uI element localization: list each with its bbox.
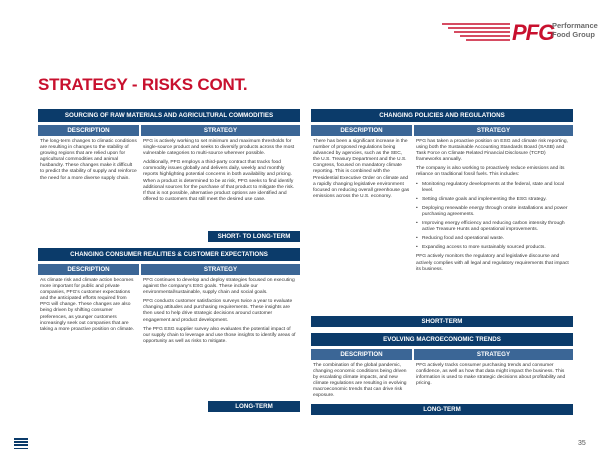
description-paragraph: As climate risk and climate action becomes more important for public and private companies, PFG's customer expectations and the anticipated efforts required from PFG will change. These changes are also being driven by shifting consumer preferences, as younger customers increasingly seek out companies that are taking a more proactive position on climate. bbox=[40, 278, 135, 332]
strategy-paragraph: PFG continues to develop and deploy strategies focused on executing against the company's ESG goals. These include our environmental/sustainable, supply chain and social goals. bbox=[143, 278, 295, 296]
strategy-paragraph: Additionally, PFG employs a third-party contract that tracks food commodity issues globally and delivers daily, weekly and monthly reports highlighting potential concerns in both availability and pricing. When a product is determined to be at risk, PFG seeks to find identify additional sources for the purchase of that product to mitigate the risk. If that is not possible, alternative product options are identified and offered to customers that still meet the desired use case. bbox=[143, 160, 295, 202]
panel-header: CHANGING CONSUMER REALITIES & CUSTOMER EXPECTATIONS bbox=[38, 248, 300, 261]
list-item: • Reducing food and operational waste. bbox=[416, 236, 571, 242]
page-title: STRATEGY - RISKS CONT. bbox=[38, 75, 248, 94]
description-header: DESCRIPTION bbox=[311, 125, 412, 136]
logo-sub-line2: Food Group bbox=[552, 30, 595, 39]
strategy-text bbox=[141, 275, 300, 345]
strategy-paragraph: PFG actively tracks consumer purchasing trends and consumer confidence, as well as how that data might impact the business. This information is used to make strategic decisions about profitability and pricing. bbox=[416, 363, 566, 387]
list-item: • Deploying renewable energy through onsite installations and power purchasing agreements. bbox=[416, 206, 571, 218]
logo-wordmark: PFG bbox=[512, 20, 555, 45]
panel-header: EVOLVING MACROECONOMIC TRENDS bbox=[311, 333, 573, 346]
description-header: DESCRIPTION bbox=[311, 349, 412, 360]
panel-policy bbox=[311, 109, 573, 276]
list-item: • Monitoring regulatory developments at the federal, state and local level. bbox=[416, 182, 571, 194]
strategy-text bbox=[141, 136, 300, 203]
panel-footer-term: SHORT- TO LONG-TERM bbox=[208, 231, 300, 242]
strategy-header: STRATEGY bbox=[141, 264, 300, 275]
description-paragraph: The long-term changes to climatic conditions are resulting in changes to the stability of growing regions that are relied upon for agricultural commodities and animal husbandry. These changes make it difficult to predict the stability of supply and reinforce the need for a more diverse supply chain. bbox=[40, 139, 137, 181]
description-text bbox=[38, 275, 139, 333]
list-item: • Setting climate goals and implementing the ESG strategy. bbox=[416, 197, 571, 203]
strategy-text bbox=[414, 136, 573, 273]
strategy-paragraph: The PFG ESG supplier survey also evaluates the potential impact of our supply chain to leverage and use those insights to identify areas of opportunity as well as risks to mitigate. bbox=[143, 326, 296, 344]
description-text bbox=[311, 360, 412, 400]
description-header: DESCRIPTION bbox=[38, 125, 139, 136]
description-paragraph: The combination of the global pandemic, changing economic conditions being driven by escalating climate impacts, and new climate regulations are resulting in evolving macroeconomic trends that can drive risk exposure. bbox=[313, 363, 407, 399]
logo-speed-stripes bbox=[432, 16, 512, 48]
panel-footer-term: LONG-TERM bbox=[208, 401, 300, 412]
strategy-paragraph: PFG is actively working to set minimum and maximum thresholds for single-source product and seeks to diversify products across the most vulnerable categories to multi-source wherever possible. bbox=[143, 139, 295, 157]
panel-header: CHANGING POLICIES AND REGULATIONS bbox=[311, 109, 573, 122]
logo-subtitle bbox=[552, 21, 598, 39]
description-paragraph: There has been a significant increase in the number of proposed regulations being advanced by agencies, such as the SEC, the U.S. Treasury Department and the U.S. Congress, focused on mandatory climate reporting. This is combined with the Presidential Executive Order on climate and a rapidly changing legislative environment focused on reducing overall greenhouse gas emissions across the U.S. economy. bbox=[313, 139, 410, 199]
strategy-paragraph: PFG actively monitors the regulatory and legislative discourse and actively complies with all legal and regulatory requirements that impact its business. bbox=[416, 254, 569, 272]
page-number: 35 bbox=[578, 440, 586, 447]
strategy-header: STRATEGY bbox=[414, 125, 573, 136]
panel-footer-term: LONG-TERM bbox=[311, 404, 573, 415]
list-item: • Expanding access to more sustainably sourced products. bbox=[416, 245, 571, 251]
list-item: • Improving energy efficiency and reducing carbon intensity through active Treasure Hunts and operational improvements. bbox=[416, 221, 571, 233]
panel-consumer bbox=[38, 248, 300, 348]
strategy-paragraph: PFG conducts customer satisfaction surveys twice a year to evaluate changing attitudes and purchasing requirements. These insights are then used to help drive strategic decisions around customer engagement and product development. bbox=[143, 299, 293, 323]
logo-sub-line1: Performance bbox=[552, 21, 598, 30]
description-header: DESCRIPTION bbox=[38, 264, 139, 275]
strategy-bullet-list bbox=[416, 182, 571, 252]
panel-macro bbox=[311, 333, 573, 403]
strategy-paragraph: The company is also working to proactively reduce emissions and its reliance on traditional fossil fuels. This includes: bbox=[416, 166, 565, 178]
strategy-header: STRATEGY bbox=[141, 125, 300, 136]
panel-sourcing bbox=[38, 109, 300, 206]
pfg-logo bbox=[432, 16, 598, 48]
strategy-paragraph: PFG has taken a proactive position on ESG and climate risk reporting, using both the Sustainable Accounting Standards Board (SASB) and Task Force on Climate Related Financial Disclosure (TCFD) frameworks annually. bbox=[416, 139, 568, 163]
strategy-header: STRATEGY bbox=[414, 349, 573, 360]
panel-header: SOURCING OF RAW MATERIALS AND AGRICULTURAL COMMODITIES bbox=[38, 109, 300, 122]
document-menu-icon[interactable] bbox=[14, 438, 28, 454]
description-text bbox=[311, 136, 412, 200]
description-text bbox=[38, 136, 139, 182]
panel-footer-term: SHORT-TERM bbox=[311, 316, 573, 327]
strategy-text bbox=[414, 360, 573, 387]
